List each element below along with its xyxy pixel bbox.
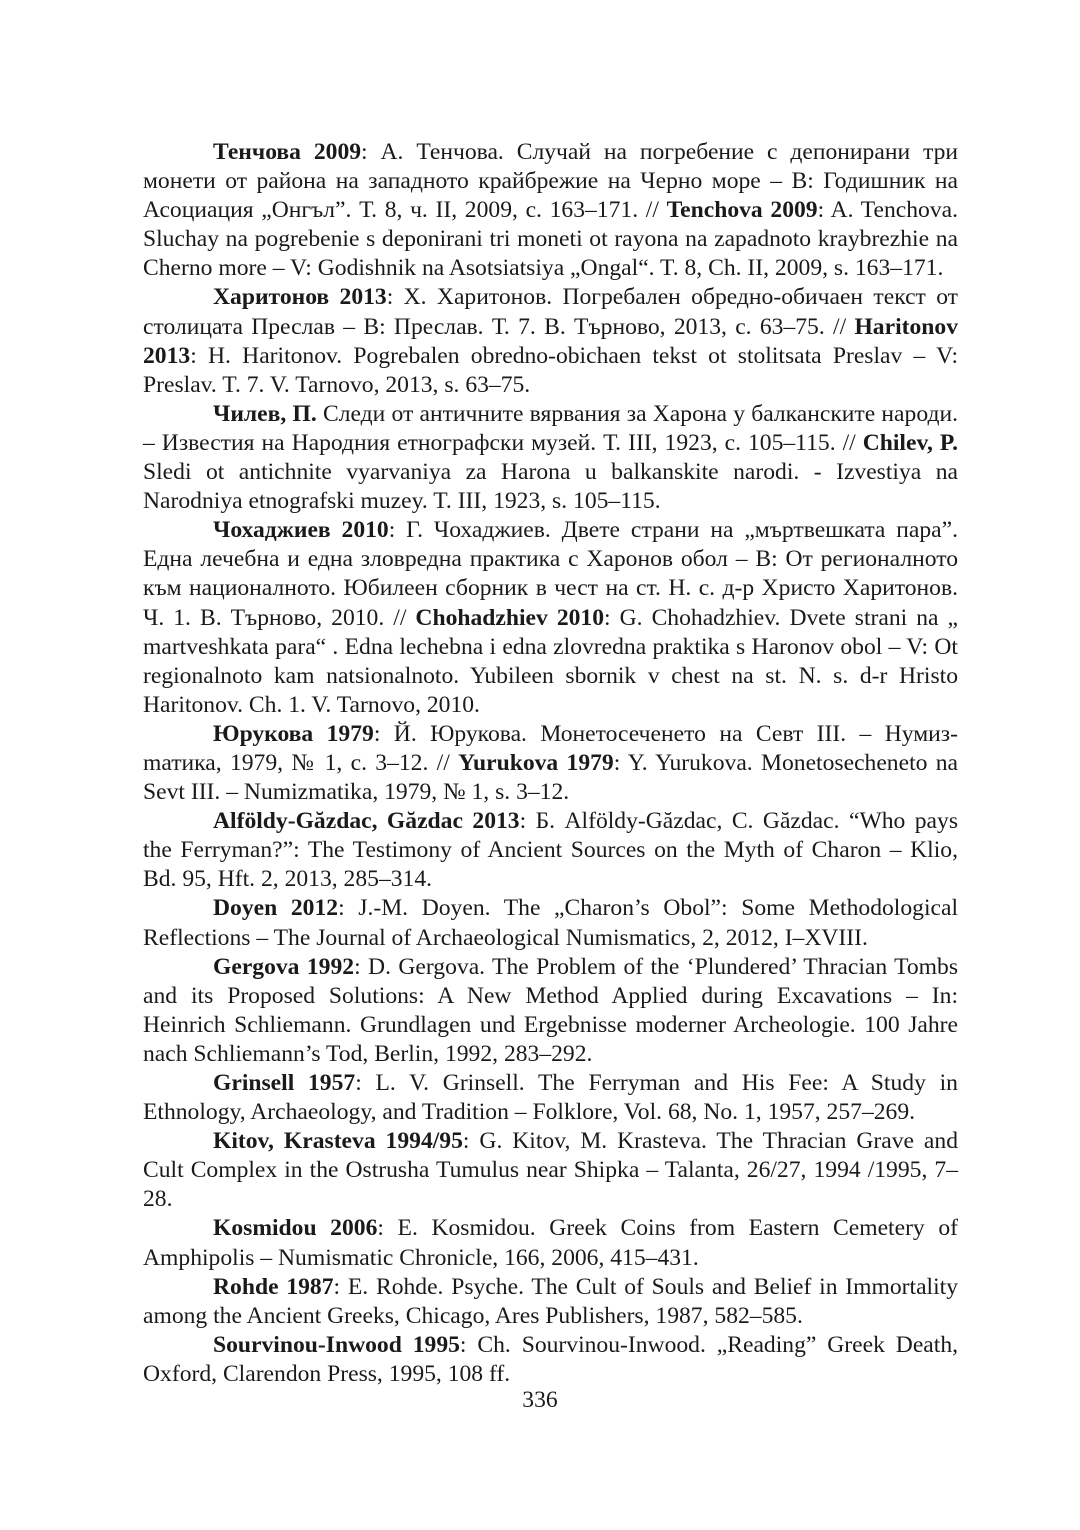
entry-citation-key: Rohde 1987 [213, 1273, 334, 1300]
entry-text: : E. Rohde. Psyche. The Cult of Souls and Belief in Immortality among the Ancient Greeks, Chicago, Ares Publishers, 1987, 582–585. [143, 1273, 959, 1329]
bibliography-entry [143, 283, 958, 399]
bibliography-entry [143, 807, 958, 894]
entry-citation-key: Kosmidou 2006 [213, 1215, 378, 1242]
entry-text: : Ch. Sourvinou-Inwood. „Reading” Greek Death, Oxford, Clarendon Press, 1995, 108 ff. [143, 1331, 959, 1387]
entry-text: : D. Gergova. The Problem of the ‘Plundered’ Thracian Tombs and its Proposed Solutions: A New Method Applied during Excavations – In: Heinrich Schliemann. Grundlagen und Ergebnisse moderner Archeologie. 100 Jahre nach Schliemann’s Tod, Berlin, 1992, 283–292. [143, 953, 959, 1067]
entry-citation-key: Тенчова 2009 [213, 139, 362, 165]
bibliography-entry [143, 1214, 958, 1272]
bibliography-list [143, 138, 958, 1388]
entry-text: : J.-M. Doyen. The „Charon’s Obol”: Some Methodological Reflections – The Journal of Archaeological Numismatics, 2, 2012, I–XVIII. [143, 895, 959, 951]
entry-citation-key: Tenchova 2009 [666, 197, 818, 224]
entry-text: : Й. Юрукова. Монетосеченето на Севт III. – Нумизmатика, 1979, № 1, с. 3–12. // [143, 720, 958, 776]
entry-text: : Х. Харитонов. Погребален обредно-обичаен текст от столицата Преслав – В: Преслав. Т. 7. В. Търново, 2013, с. 63–75. // [143, 284, 958, 340]
bibliography-entry [143, 1127, 958, 1214]
entry-text: : G. Kitov, M. Krasteva. The Thracian Grave and Cult Complex in the Ostrusha Tumulus near Shipka – Talanta, 26/27, 1994 /1995, 7–28. [143, 1128, 958, 1213]
entry-text: : A. Tenchova. Sluchay na pogrebenie s deponirani tri moneti ot rayona na zapadnoto kraybrezhie na Cherno more – V: Godishnik na Asotsiatsiya „Ongal“. T. 8, Ch. II, 2009, s. 163–171. [143, 197, 958, 282]
entry-text: Sledi ot antichnite vyarvaniya za Harona u balkanskite narodi. - Izvestiya na Narodniya etnografski muzey. T. III, 1923, s. 105–115. [143, 459, 958, 515]
entry-citation-key: Kitov, Krasteva 1994/95 [213, 1128, 463, 1155]
entry-citation-key: Alföldy-Găzdac, Găzdac 2013 [213, 808, 520, 835]
bibliography-entry [143, 400, 958, 516]
entry-citation-key: Харитонов 2013 [213, 284, 387, 311]
entry-text: : А. Тенчова. Случай на погребение с депонирани три монети от района на западното крайбрежие на Черно море – В: Годишник на Асоциация „Онгъл”. Т. 8, ч. II, 2009, с. 163–171. // [143, 139, 958, 224]
entry-text: : Б. Alföldy-Găzdac, C. Găzdac. “Who pays the Ferryman?”: The Testimony of Ancient Sources on the Myth of Charon – Klio, Bd. 95, Hft. 2, 2013, 285–314. [143, 808, 959, 893]
entry-citation-key: Chilev, P. [862, 429, 958, 456]
entry-text: : L. V. Grinsell. The Ferryman and His Fee: A Study in Ethnology, Archaeology, and Tradition – Folklore, Vol. 68, No. 1, 1957, 257–269. [143, 1070, 958, 1126]
entry-citation-key: Чохаджиев 2010 [213, 517, 389, 544]
bibliography-entry [143, 1069, 958, 1127]
bibliography-entry [143, 1273, 958, 1331]
bibliography-entry [143, 894, 958, 952]
page-number: 336 [522, 1387, 558, 1413]
entry-citation-key: Юрукова 1979 [213, 720, 374, 747]
entry-citation-key: Gergova 1992 [213, 953, 355, 980]
entry-text: : Y. Yurukova. Monetosecheneto na Sevt III. – Numizmatika, 1979, № 1, s. 3–12. [143, 749, 959, 806]
bibliography-entry [143, 516, 958, 720]
entry-citation-key: Grinsell 1957 [213, 1070, 356, 1096]
bibliography-entry [143, 1331, 958, 1389]
bibliography-entry [143, 720, 958, 807]
entry-citation-key: Чилев, П. [213, 400, 317, 427]
entry-citation-key: Haritonov 2013 [143, 313, 958, 369]
bibliography-entry [143, 953, 958, 1069]
bibliography-entry [143, 138, 958, 283]
entry-text: : Г. Чохаджиев. Двете страни на „мъртвешката пара”. Една лечебна и една зловредна практика с Харонов обол – В: От регионалното към националното. Юбилеен сборник в чест на ст. Н. с. д-р Христо Харитонов. Ч. 1. В. Търново, 2010. // [143, 517, 958, 631]
entry-citation-key: Yurukova 1979 [458, 749, 614, 776]
entry-citation-key: Doyen 2012 [213, 895, 339, 922]
entry-citation-key: Sourvinou-Inwood 1995 [213, 1331, 460, 1358]
entry-text: Следи от античните вярвания за Харона у балканските народи. – Известия на Народния етнографски музей. Т. III, 1923, с. 105–115. // [143, 400, 958, 456]
entry-citation-key: Chohadzhiev 2010 [415, 604, 605, 631]
entry-text: : H. Haritonov. Pogrebalen obredno-obichaen tekst ot stolitsata Preslav – V: Preslav. T. 7. V. Tarnovo, 2013, s. 63–75. [143, 342, 958, 398]
entry-text: : G. Chohadzhiev. Dvete strani na „ martveshkata para“ . Edna lechebna i edna zlovredna praktika s Haronov obol – V: Ot regionalnoto kam natsionalnoto. Yubileen sbornik v chest na st. N. s. d-r Hristo Haritonov. Ch. 1. V. Tarnovo, 2010. [143, 604, 958, 718]
entry-text: : E. Kosmidou. Greek Coins from Eastern Cemetery of Amphipolis – Numismatic Chronicle, 166, 2006, 415–431. [143, 1215, 958, 1271]
